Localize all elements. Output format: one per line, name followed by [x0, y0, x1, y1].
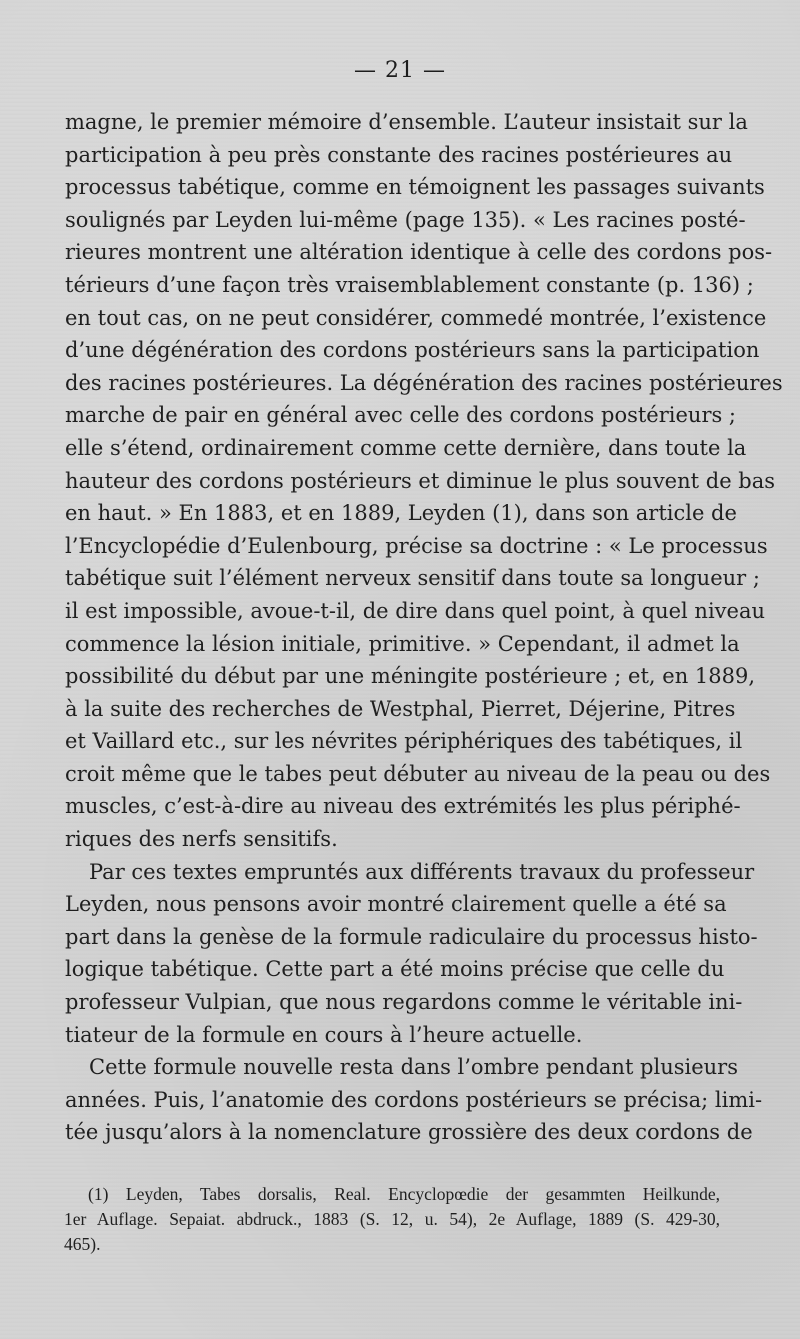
text-line: part dans la genèse de la formule radiculaire du processus histo-: [65, 924, 758, 949]
text-line: possibilité du début par une méningite postérieure ; et, en 1889,: [65, 664, 756, 689]
footnote: [64, 1182, 720, 1257]
paragraph-1: [65, 106, 783, 856]
body-text: [65, 106, 783, 1149]
text-line: Cette formule nouvelle resta dans l’ombre pendant plusieurs: [89, 1055, 739, 1080]
text-line: magne, le premier mémoire d’ensemble. L’auteur insistait sur la: [65, 110, 748, 134]
text-line: à la suite des recherches de Westphal, Pierret, Déjerine, Pitres: [65, 696, 736, 721]
text-line: l’Encyclopédie d’Eulenbourg, précise sa doctrine : « Le processus: [65, 533, 768, 558]
page-number: — 21 —: [354, 58, 446, 83]
text-line: participation à peu près constante des racines postérieures au: [65, 142, 733, 167]
text-line: en tout cas, on ne peut considérer, commedé montrée, l’existence: [65, 305, 767, 330]
text-line: en haut. » En 1883, et en 1889, Leyden (1), dans son article de: [65, 501, 737, 526]
text-line: hauteur des cordons postérieurs et diminue le plus souvent de bas: [65, 468, 776, 493]
footnote-line: (1) Leyden, Tabes dorsalis, Real. Encyclopœdie der gesammten Heilkunde,: [88, 1184, 720, 1204]
text-line: rieures montrent une altération identique à celle des cordons pos-: [65, 240, 773, 265]
text-line: Par ces textes empruntés aux différents travaux du professeur: [89, 859, 755, 884]
paragraph-3: [65, 1051, 763, 1149]
text-line: riques des nerfs sensitifs.: [65, 827, 338, 852]
text-line: commence la lésion initiale, primitive. » Cependant, il admet la: [65, 631, 740, 656]
text-line: d’une dégénération des cordons postérieurs sans la participation: [65, 338, 760, 363]
text-line: tée jusqu’alors à la nomenclature grossière des deux cordons de: [65, 1120, 753, 1145]
text-line: Leyden, nous pensons avoir montré clairement quelle a été sa: [65, 892, 727, 917]
text-line: tiateur de la formule en cours à l’heure actuelle.: [65, 1022, 583, 1047]
text-line: croit même que le tabes peut débuter au niveau de la peau ou des: [65, 761, 771, 786]
text-line: il est impossible, avoue-t-il, de dire dans quel point, à quel niveau: [65, 598, 765, 623]
text-line: des racines postérieures. La dégénération des racines postérieures: [65, 370, 783, 395]
text-line: soulignés par Leyden lui-même (page 135). « Les racines posté-: [65, 207, 746, 232]
text-line: muscles, c’est-à-dire au niveau des extrémités les plus périphé-: [65, 794, 741, 819]
text-line: années. Puis, l’anatomie des cordons postérieurs se précisa; limi-: [65, 1087, 763, 1112]
text-line: logique tabétique. Cette part a été moins précise que celle du: [65, 957, 725, 982]
text-line: marche de pair en général avec celle des cordons postérieurs ;: [65, 403, 737, 428]
text-line: elle s’étend, ordinairement comme cette dernière, dans toute la: [65, 435, 747, 460]
paragraph-2: [65, 856, 758, 1052]
text-line: et Vaillard etc., sur les névrites périphériques des tabétiques, il: [65, 729, 743, 754]
text-line: professeur Vulpian, que nous regardons comme le véritable ini-: [65, 990, 743, 1015]
footnote-line: 1er Auflage. Sepaiat. abdruck., 1883 (S. 12, u. 54), 2e Auflage, 1889 (S. 429-30,: [64, 1209, 720, 1229]
text-line: tabétique suit l’élément nerveux sensitif dans toute sa longueur ;: [65, 566, 760, 591]
text-line: térieurs d’une façon très vraisemblablement constante (p. 136) ;: [65, 272, 754, 297]
text-line: processus tabétique, comme en témoignent les passages suivants: [65, 175, 765, 200]
footnote-line: 465).: [64, 1234, 101, 1254]
